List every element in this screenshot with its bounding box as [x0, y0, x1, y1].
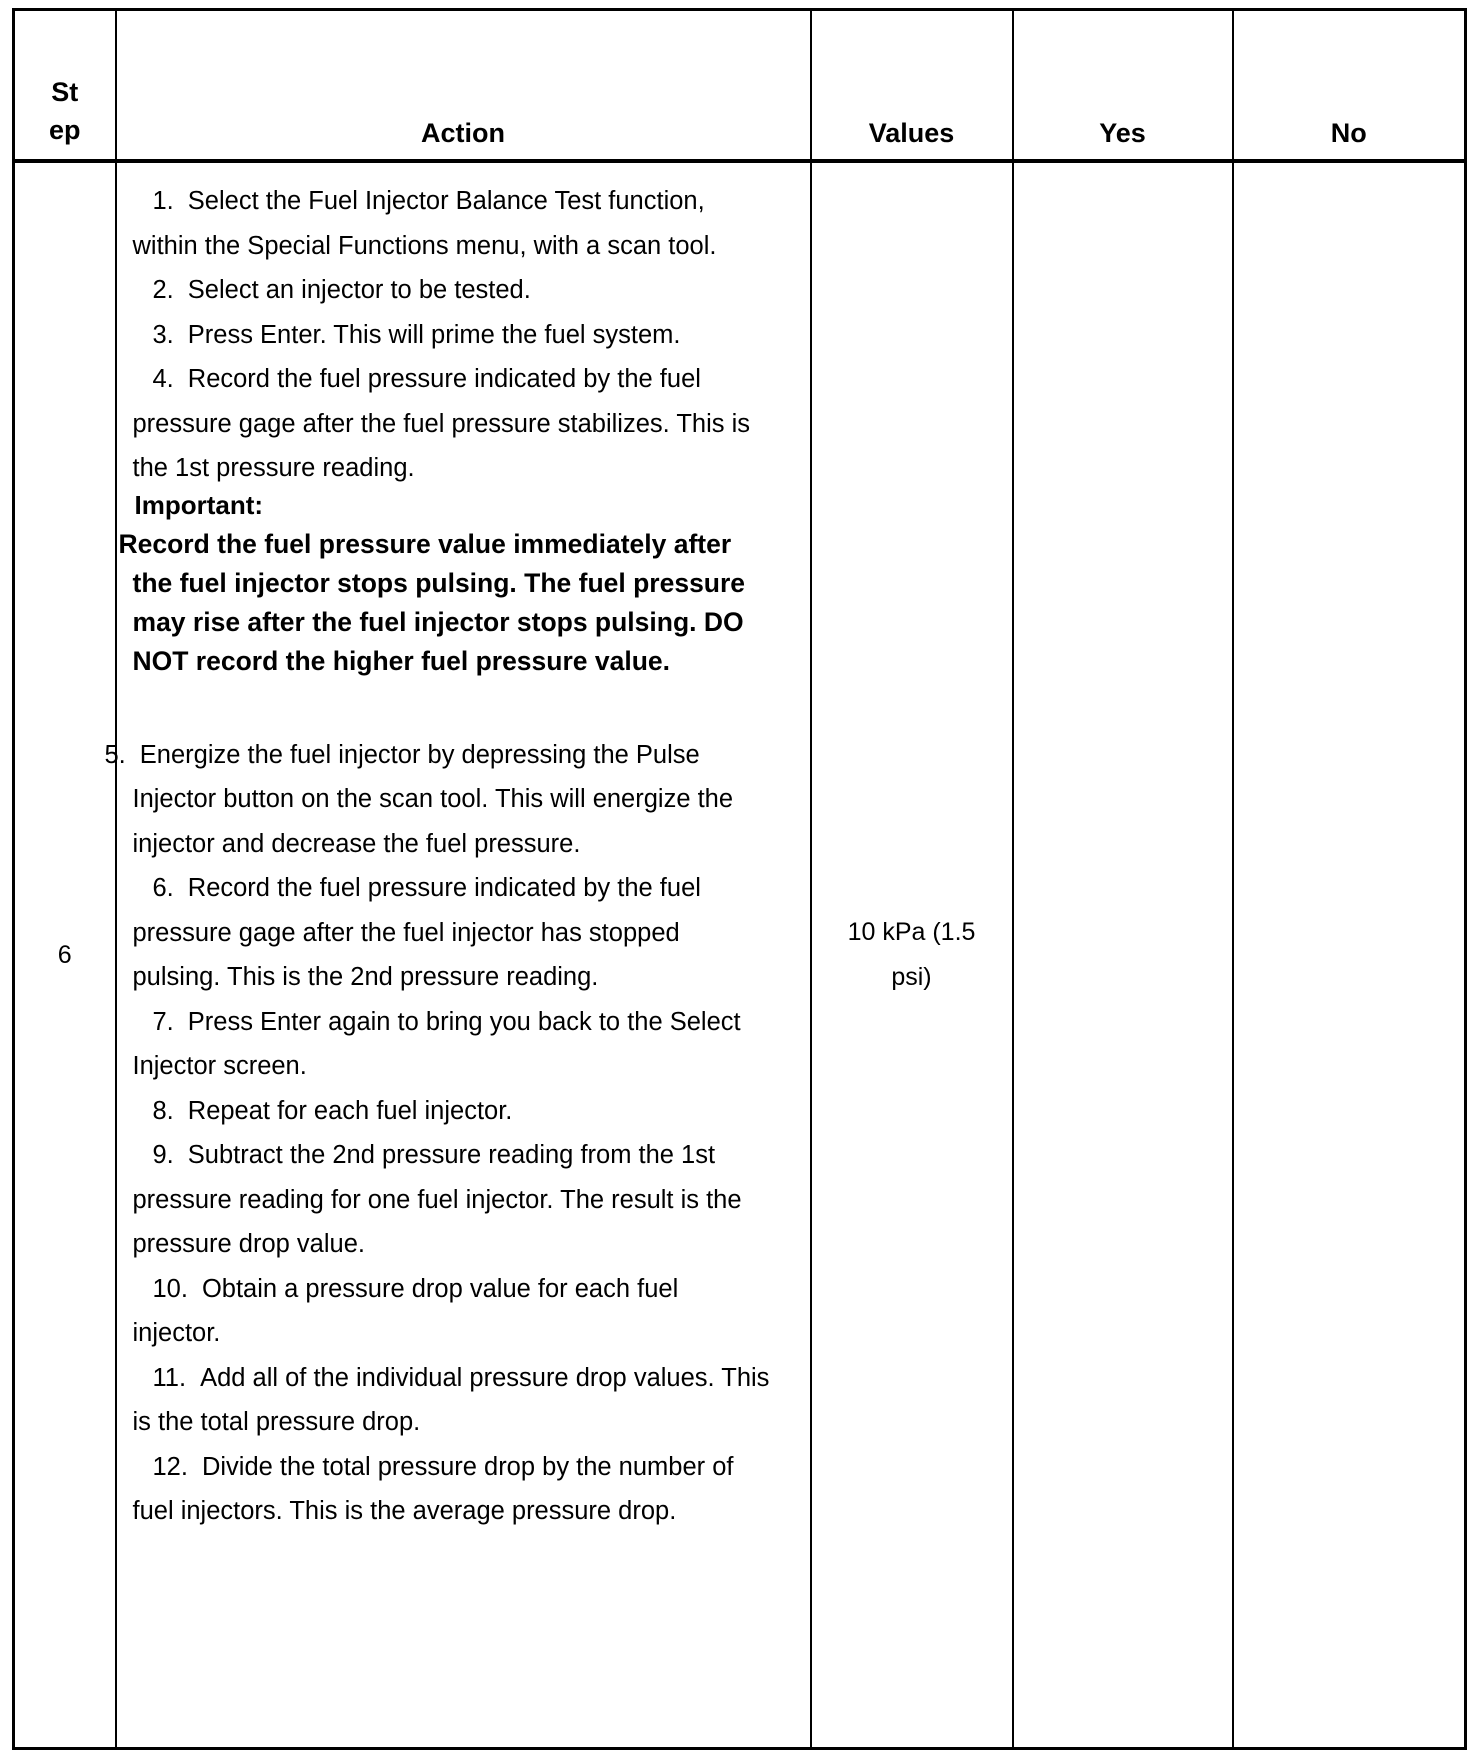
step-text: Press Enter again to bring you back to the Select Injector screen.	[132, 1007, 741, 1080]
header-values: Values	[811, 10, 1013, 162]
action-step-9	[117, 1133, 810, 1267]
step-number-label: 7.	[152, 1007, 174, 1036]
table-body	[14, 161, 1466, 1749]
step-number-label: 1.	[152, 187, 174, 215]
action-step-12	[117, 1445, 810, 1534]
step-text: Divide the total pressure drop by the number of fuel injectors. This is the average pressure drop.	[132, 1452, 734, 1525]
step-number-label: 3.	[152, 320, 174, 349]
step-number-label: 6.	[152, 874, 174, 902]
header-row	[14, 10, 1466, 162]
header-no: No	[1233, 10, 1466, 162]
action-step-10	[117, 1267, 810, 1356]
action-step-4	[117, 357, 810, 491]
step-number-label: 9.	[152, 1141, 174, 1169]
action-step-1	[117, 179, 810, 268]
yes-cell	[1013, 161, 1233, 1749]
step-text: Energize the fuel injector by depressing the Pulse Injector button on the scan tool. This will energize the injector and decrease the fuel pressure.	[132, 740, 734, 858]
header-step	[14, 10, 116, 162]
header-yes: Yes	[1013, 10, 1233, 162]
values-cell	[811, 161, 1013, 1749]
step-number-label: 11.	[152, 1363, 187, 1392]
action-cell	[104, 161, 811, 1749]
action-step-5	[104, 733, 810, 867]
action-step-3	[117, 313, 810, 358]
step-number-label: 8.	[152, 1096, 174, 1125]
action-step-11	[117, 1356, 810, 1445]
step-text: Subtract the 2nd pressure reading from the 1st pressure reading for one fuel injector. The result is the pressure drop value.	[132, 1141, 742, 1258]
header-step-line1: St	[51, 77, 79, 107]
table-row	[14, 161, 1466, 1749]
step-text: Record the fuel pressure indicated by the fuel pressure gage after the fuel injector has stopped pulsing. This is the 2nd pressure reading.	[132, 874, 701, 991]
step-text: Record the fuel pressure indicated by the fuel pressure gage after the fuel pressure stabilizes. This is the 1st pressure reading.	[132, 365, 751, 482]
step-text: Press Enter. This will prime the fuel system.	[187, 320, 681, 349]
action-step-8	[117, 1089, 810, 1134]
action-step-2	[117, 268, 810, 313]
step-text: Select the Fuel Injector Balance Test function, within the Special Functions menu, with a scan tool.	[132, 187, 717, 260]
step-number-label: 5.	[104, 740, 126, 769]
action-steps-before	[117, 179, 810, 491]
action-steps-after	[104, 733, 810, 1534]
step-text: Obtain a pressure drop value for each fuel injector.	[132, 1274, 679, 1347]
step-text: Repeat for each fuel injector.	[187, 1096, 513, 1125]
step-text: Add all of the individual pressure drop values. This is the total pressure drop.	[132, 1363, 770, 1436]
step-number: 6	[14, 161, 116, 1749]
action-step-6	[117, 866, 810, 1000]
header-action: Action	[116, 10, 811, 162]
values-text: 10 kPa (1.5 psi)	[847, 918, 976, 991]
diagnostic-table	[12, 8, 1467, 1750]
table-header	[14, 10, 1466, 162]
step-number-label: 12.	[152, 1452, 188, 1481]
step-number-label: 10.	[152, 1274, 188, 1303]
action-step-7	[117, 1000, 810, 1089]
no-cell	[1233, 161, 1466, 1749]
step-text: Select an injector to be tested.	[187, 276, 531, 304]
important-text: Record the fuel pressure value immediately after the fuel injector stops pulsing. The fuel pressure may rise after the fuel injector stops pulsing. DO NOT record the higher fuel pressure value.	[118, 528, 746, 676]
important-label: Important:	[134, 489, 264, 520]
step-number-label: 4.	[152, 365, 174, 393]
step-number-label: 2.	[152, 276, 174, 304]
header-step-line2: ep	[48, 115, 81, 145]
